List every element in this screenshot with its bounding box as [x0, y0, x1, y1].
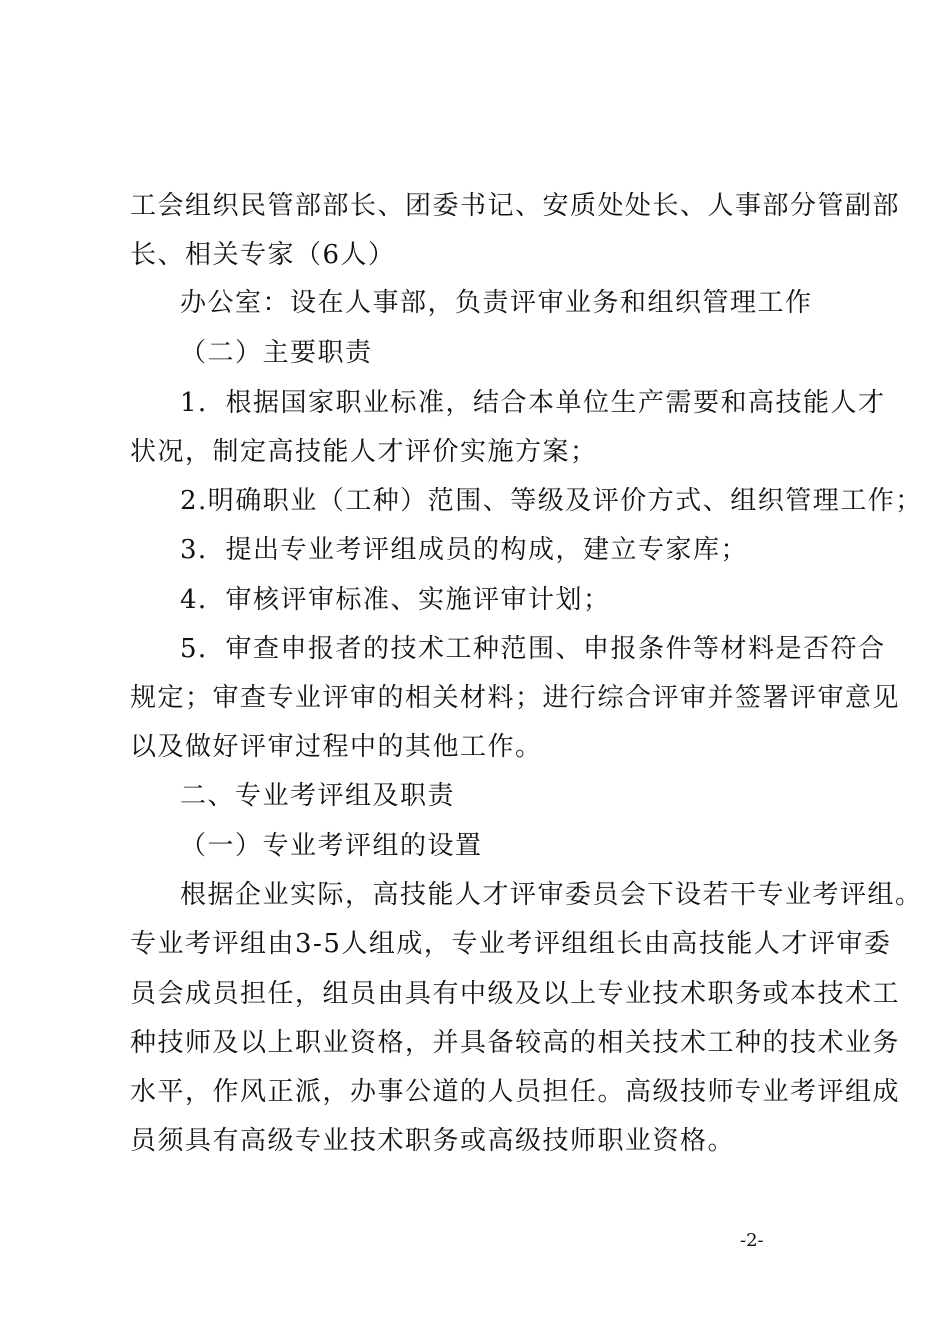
- body-text-line: 根据企业实际，高技能人才评审委员会下设若干专业考评组。: [180, 880, 923, 910]
- list-item: 4．审核评审标准、实施评审计划；: [180, 585, 611, 615]
- body-text-line: 员会成员担任，组员由具有中级及以上专业技术职务或本技术工: [130, 979, 901, 1009]
- body-text-line: 规定；审查专业评审的相关材料；进行综合评审并签署评审意见: [130, 683, 901, 713]
- section-heading: 二、专业考评组及职责: [180, 781, 456, 811]
- body-text-line: 长、相关专家（6人）: [130, 240, 396, 270]
- list-item: 1．根据国家职业标准，结合本单位生产需要和高技能人才: [180, 388, 886, 418]
- list-item: 2.明确职业（工种）范围、等级及评价方式、组织管理工作；: [180, 486, 923, 516]
- body-text-line: 种技师及以上职业资格，并具备较高的相关技术工种的技术业务: [130, 1028, 901, 1058]
- body-text-line: 水平，作风正派，办事公道的人员担任。高级技师专业考评组成: [130, 1077, 901, 1107]
- page-number: -2-: [740, 1230, 764, 1251]
- body-text-line: 工会组织民管部部长、团委书记、安质处处长、人事部分管副部: [130, 191, 901, 221]
- body-text-line: 专业考评组由3-5人组成，专业考评组组长由高技能人才评审委: [130, 929, 892, 959]
- section-heading: （二）主要职责: [180, 338, 373, 368]
- subsection-heading: （一）专业考评组的设置: [180, 831, 483, 861]
- body-text-line: 以及做好评审过程中的其他工作。: [130, 732, 543, 762]
- body-text-line: 状况，制定高技能人才评价实施方案；: [130, 437, 598, 467]
- list-item: 5．审查申报者的技术工种范围、申报条件等材料是否符合: [180, 634, 886, 664]
- list-item: 3．提出专业考评组成员的构成，建立专家库；: [180, 535, 749, 565]
- office-paragraph: 办公室：设在人事部，负责评审业务和组织管理工作: [180, 288, 813, 318]
- body-text-line: 员须具有高级专业技术职务或高级技师职业资格。: [130, 1126, 736, 1156]
